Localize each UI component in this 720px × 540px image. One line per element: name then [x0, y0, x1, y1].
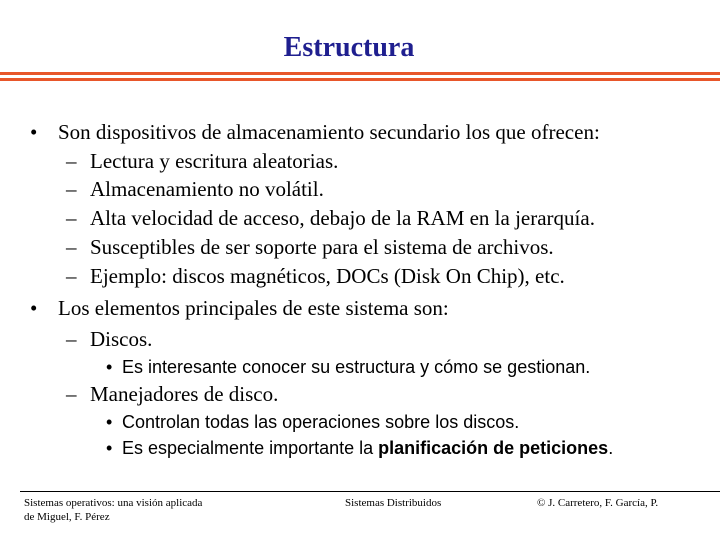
footer-divider	[20, 491, 720, 492]
dash-marker: –	[66, 264, 77, 288]
dash-marker: –	[66, 382, 77, 406]
bullet-text: Es interesante conocer su estructura y cómo se gestionan.	[122, 357, 591, 377]
dash-marker: –	[66, 235, 77, 259]
sub-bullet-marker: •	[106, 357, 113, 377]
dash-marker: –	[66, 206, 77, 230]
bullet-text: Susceptibles de ser soporte para el sistema de archivos.	[90, 235, 554, 259]
slide-title	[0, 32, 704, 64]
footer-book-title: Sistemas operativos: una visión aplicada	[24, 497, 203, 509]
dash-marker: –	[66, 149, 77, 173]
bullet-text-end: .	[608, 438, 614, 458]
footer-left	[24, 496, 202, 524]
bullet-text: Controlan todas las operaciones sobre los discos.	[122, 412, 520, 432]
footer-center: Sistemas Distribuidos	[345, 497, 442, 509]
bullet-text: Son dispositivos de almacenamiento secundario los que ofrecen:	[58, 120, 600, 144]
bullet-text: Alta velocidad de acceso, debajo de la RAM en la jerarquía.	[90, 206, 595, 230]
dash-marker: –	[66, 327, 77, 351]
footer-right: © J. Carretero, F. García, P.	[537, 497, 659, 509]
title-divider-top	[0, 72, 720, 75]
slide-title-text: Estructura	[283, 32, 415, 63]
bullet-text-mixed	[122, 438, 613, 459]
bullet-item	[30, 120, 37, 145]
footer-authors: de Miguel, F. Pérez	[24, 511, 110, 523]
bullet-text: Los elementos principales de este sistema son:	[58, 296, 449, 320]
bullet-text: Discos.	[90, 327, 153, 351]
bullet-text: Almacenamiento no volátil.	[90, 177, 324, 201]
bullet-text-bold: planificación de peticiones	[378, 438, 609, 458]
bullet-text: Ejemplo: discos magnéticos, DOCs (Disk On Chip), etc.	[90, 264, 565, 288]
bullet-marker: •	[30, 120, 38, 144]
bullet-text: Lectura y escritura aleatorias.	[90, 149, 339, 173]
bullet-text-plain: Es especialmente importante la	[122, 438, 379, 458]
dash-marker: –	[66, 177, 77, 201]
sub-bullet-marker: •	[106, 412, 113, 432]
title-divider-bottom	[0, 78, 720, 81]
bullet-marker: •	[30, 296, 38, 320]
sub-bullet-marker: •	[106, 438, 113, 458]
bullet-text: Manejadores de disco.	[90, 382, 279, 406]
